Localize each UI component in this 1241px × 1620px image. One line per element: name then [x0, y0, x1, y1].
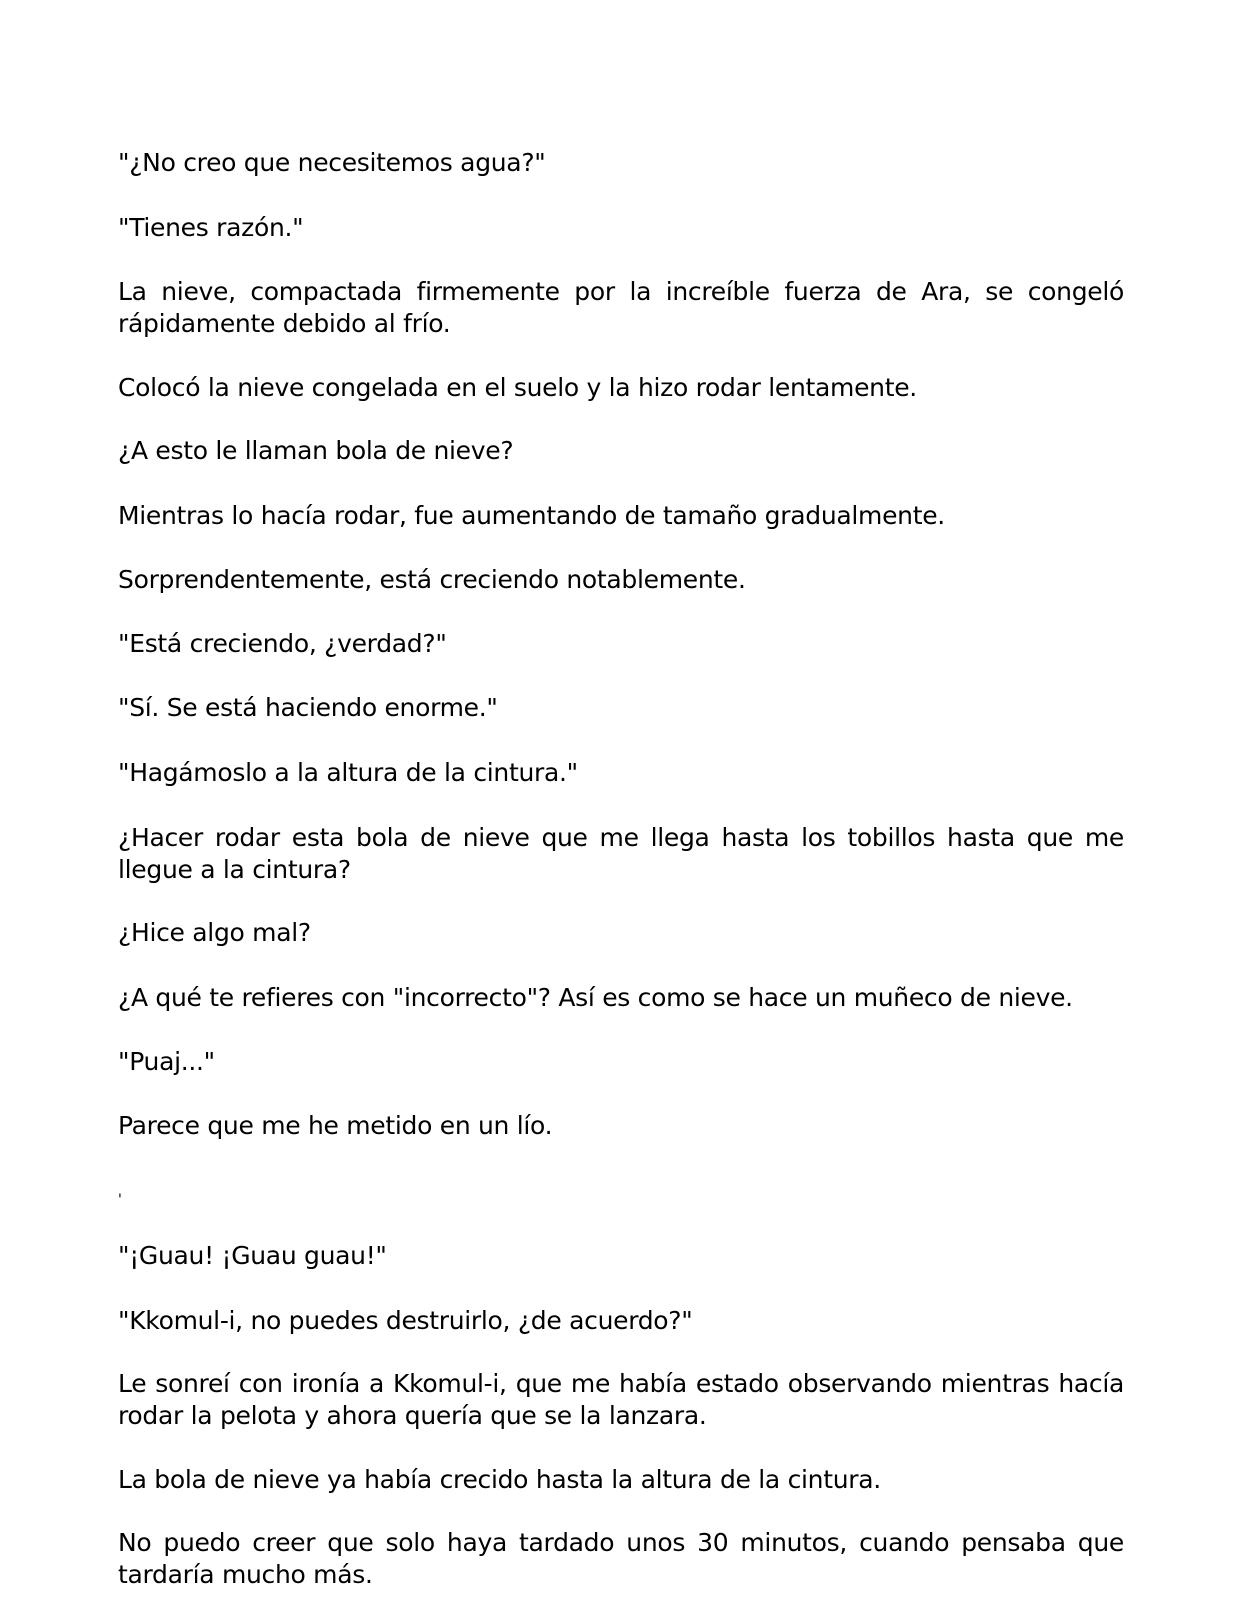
- paragraph-10: "Hagámoslo a la altura de la cintura.": [118, 758, 578, 787]
- paragraph-14: "Puaj...": [118, 1047, 215, 1076]
- paragraph-4: Colocó la nieve congelada en el suelo y la hizo rodar lentamente.: [118, 373, 917, 402]
- paragraph-1: "¿No creo que necesitemos agua?": [118, 148, 546, 177]
- paragraph-17: "Kkomul-i, no puedes destruirlo, ¿de acuerdo?": [118, 1306, 693, 1335]
- paragraph-2: "Tienes razón.": [118, 213, 304, 242]
- paragraph-3: La nieve, compactada firmemente por la increíble fuerza de Ara, se congeló rápidamente debido al frío.: [118, 277, 1124, 338]
- paragraph-5: ¿A esto le llaman bola de nieve?: [118, 436, 514, 465]
- paragraph-18: Le sonreí con ironía a Kkomul-i, que me había estado observando mientras hacía rodar la pelota y ahora quería que se la lanzara.: [118, 1369, 1124, 1430]
- paragraph-9: "Sí. Se está haciendo enorme.": [118, 693, 498, 722]
- paragraph-20: No puedo creer que solo haya tardado unos 30 minutos, cuando pensaba que tardaría mucho más.: [118, 1528, 1124, 1589]
- paragraph-7: Sorprendentemente, está creciendo notablemente.: [118, 565, 746, 594]
- paragraph-15: Parece que me he metido en un lío.: [118, 1111, 553, 1140]
- stray-mark: ': [118, 1192, 122, 1208]
- paragraph-8: "Está creciendo, ¿verdad?": [118, 629, 447, 658]
- paragraph-6: Mientras lo hacía rodar, fue aumentando de tamaño gradualmente.: [118, 501, 945, 530]
- paragraph-13: ¿A qué te refieres con "incorrecto"? Así es como se hace un muñeco de nieve.: [118, 983, 1073, 1012]
- paragraph-16: "¡Guau! ¡Guau guau!": [118, 1241, 387, 1270]
- paragraph-19: La bola de nieve ya había crecido hasta la altura de la cintura.: [118, 1465, 881, 1494]
- paragraph-11: ¿Hacer rodar esta bola de nieve que me llega hasta los tobillos hasta que me llegue a la cintura?: [118, 823, 1124, 884]
- paragraph-12: ¿Hice algo mal?: [118, 918, 311, 947]
